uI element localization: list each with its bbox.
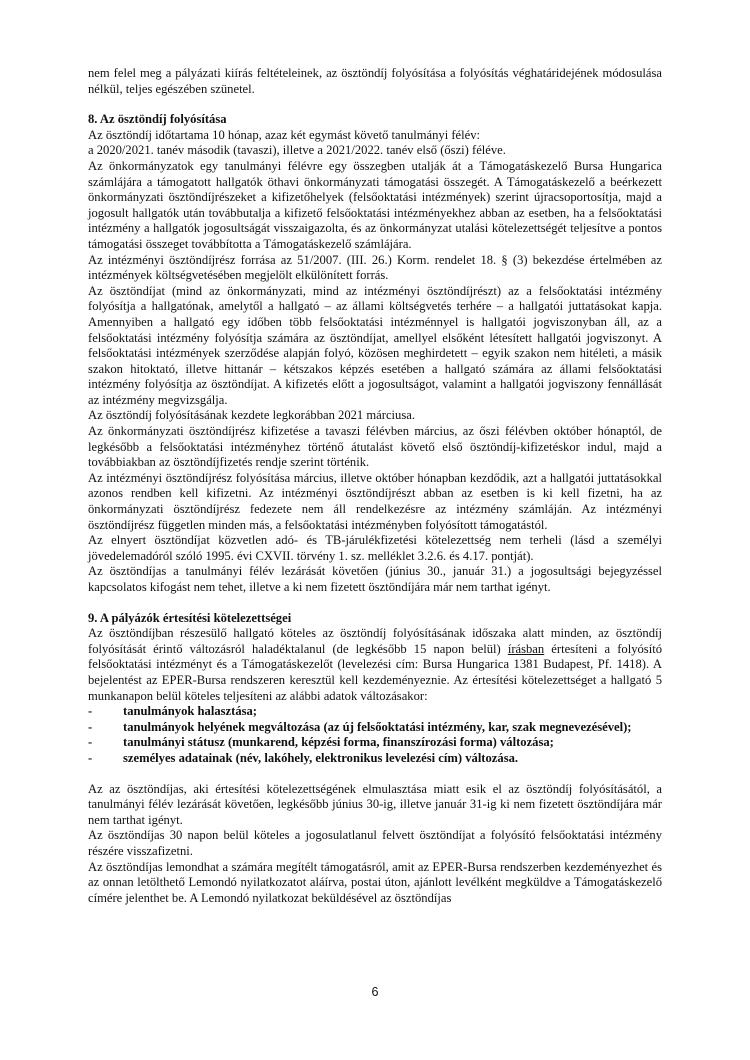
- section-9-paragraph-1-start: Az ösztöndíjban részesülő hallgató köteles az ösztöndíj folyósításának időszaka alatt minden, az ösztöndíj folyósítását érintő változásról haladéktalanul (de legkésőbb 15 napon belül): [88, 626, 662, 656]
- document-page: [88, 66, 662, 906]
- section-9-paragraph-2: Az az ösztöndíjas, aki értesítési kötelezettségének elmulasztása miatt esik el az ösztöndíj folyósításától, a tanulmányi félév lezárását követően, legkésőbb június 30-ig, illetve január 31-ig ki nem fizetett ösztöndíjára már nem tarthat igényt.: [88, 781, 662, 827]
- dash-marker: -: [88, 750, 93, 765]
- list-item-text: tanulmányi státusz (munkarend, képzési forma, finanszírozási forma) változása;: [123, 735, 554, 750]
- section-8-paragraph-1: Az ösztöndíj időtartama 10 hónap, azaz két egymást követő tanulmányi félév:: [88, 127, 481, 142]
- section-8-paragraph-4: Az intézményi ösztöndíjrész forrása az 51/2007. (III. 26.) Korm. rendelet 18. § (3) bekezdése értelmében az intézmények költségvetésében megjelölt elkülönített forrás.: [88, 252, 662, 283]
- dash-marker: -: [88, 735, 93, 750]
- section-8-paragraph-9: Az elnyert ösztöndíjat közvetlen adó- és TB-járulékfizetési kötelezettség nem terheli (lásd a személyi jövedelemadóról szóló 1995. évi CXVII. törvény 1. sz. melléklet 3.2.6. és 4.17. pontját).: [88, 533, 662, 563]
- change-list: [88, 704, 662, 766]
- section-9-paragraph-1-end: értesíteni a folyósító felsőoktatási intézményt és a Támogatáskezelőt (levelezési cím: Bursa Hungarica 1381 Budapest, Pf. 1418). A bejelentést az EPER-Bursa rendszeren keresztül kell kezdeményeznie. Az értesítési kötelezettséget a hallgató 5 munkanapon belül köteles teljesíteni az alábbi adatok változásakor:: [88, 641, 662, 703]
- spacer: [88, 596, 662, 611]
- section-9-paragraph-1: [88, 626, 662, 704]
- section-9-title: 9. A pályázók értesítési kötelezettségei: [88, 610, 292, 625]
- page-number: 6: [371, 985, 379, 999]
- section-9-paragraph-4: Az ösztöndíjas lemondhat a számára megítélt támogatásról, amit az EPER-Bursa rendszerben kezdeményezhet és az onnan letölthető Lemondó nyilatkozatot aláírva, postai úton, ajánlott levélként megküldve a Támogatáskezelő címére jelenthet be. A Lemondó nyilatkozat beküldésével az ösztöndíjas: [88, 859, 662, 905]
- list-item: [88, 735, 662, 751]
- dash-marker: -: [88, 704, 93, 719]
- list-item-text: személyes adatainak (név, lakóhely, elektronikus levelezési cím) változása.: [123, 750, 519, 765]
- section-8-title: 8. Az ösztöndíj folyósítása: [88, 112, 227, 127]
- spacer: [88, 767, 662, 782]
- section-8-paragraph-7: Az önkormányzati ösztöndíjrész kifizetése a tavaszi félévben március, az őszi félévben október hónaptól, de legkésőbb a felsőoktatási intézményhez történő átutalást követő első ösztöndíj-kifizetéskor indul, majd a továbbiakban az ösztöndíjfizetés rendje szerint történik.: [88, 424, 662, 470]
- section-8-paragraph-6: Az ösztöndíj folyósításának kezdete legkorábban 2021 márciusa.: [88, 408, 415, 423]
- spacer: [88, 97, 662, 112]
- list-item: [88, 751, 662, 767]
- section-8-paragraph-2: a 2020/2021. tanév második (tavaszi), illetve a 2021/2022. tanév első (őszi) féléve.: [88, 143, 506, 158]
- section-8-paragraph-5: Az ösztöndíjat (mind az önkormányzati, mind az intézményi ösztöndíjrészt) az a felsőoktatási intézmény folyósítja a hallgatónak, amelytől a hallgató – az állami költségvetés terhére – a hallgatói juttatásokat kapja. Amennyiben a hallgató egy időben több felsőoktatási intézménnyel is hallgatói jogviszonyban áll, az a felsőoktatási intézmény folyósítja számára az ösztöndíjat, amellyel elsőként létesített hallgatói jogviszonyt. A felsőoktatási intézmények szerződése alapján folyó, közösen meghirdetett – egyik szakon nem hitéleti, a másik szakon hitoktató, illetve hittanár – kétszakos képzés esetében a hallgató számára az állami felsőoktatási intézmény folyósítja az ösztöndíjat. A kifizetés előtt a jogosultságot, valamint a hallgatói jogviszony fennállását az intézmény megvizsgálja.: [88, 283, 662, 407]
- list-item-text: tanulmányok helyének megváltozása (az új felsőoktatási intézmény, kar, szak megnevezésével);: [123, 719, 632, 734]
- list-item-text: tanulmányok halasztása;: [123, 704, 258, 719]
- intro-paragraph: nem felel meg a pályázati kiírás feltételeinek, az ösztöndíj folyósítása a folyósítás véghatáridejének módosulása nélkül, teljes egészében szünetel.: [88, 66, 662, 96]
- list-item: [88, 720, 662, 736]
- section-9-paragraph-3: Az ösztöndíjas 30 napon belül köteles a jogosulatlanul felvett ösztöndíjat a folyósító felsőoktatási intézmény részére visszafizetni.: [88, 828, 662, 858]
- underlined-in-writing: írásban: [507, 641, 545, 656]
- section-8-paragraph-10: Az ösztöndíjas a tanulmányi félév lezárását követően (június 30., január 31.) a jogosultsági bejegyzéssel kapcsolatos kifogást nem tehet, illetve a ki nem fizetett ösztöndíjára már nem tarthat igényt.: [88, 564, 662, 594]
- list-item: [88, 704, 662, 720]
- dash-marker: -: [88, 719, 93, 734]
- section-8-paragraph-3: Az önkormányzatok egy tanulmányi félévre egy összegben utalják át a Támogatáskezelő Bursa Hungarica számlájára a támogatott hallgatók öthavi önkormányzati támogatási összegét. A Támogatáskezelő a beérkezett önkormányzati ösztöndíjrészeket a kifizetőhelyek (felsőoktatási intézmények) szerint újracsoportosítja, majd a jogosult hallgatók után továbbutalja a kifizető felsőoktatási intézményekhez abban az esetben, ha a felsőoktatási intézmény a hallgatók jogosultságát visszaigazolta, és az önkormányzat utalási kötelezettségét teljesítve a pontos támogatási összeget továbbította a Támogatáskezelő számlájára.: [88, 158, 662, 251]
- section-8-paragraph-8: Az intézményi ösztöndíjrész folyósítása március, illetve október hónapban kezdődik, azt a hallgatói juttatásokkal azonos rendben kell kifizetni. Az intézményi ösztöndíjrészt abban az esetben is ki kell fizetni, ha az önkormányzati ösztöndíjrész fedezete nem áll rendelkezésre az intézmény számláján. Az intézményi ösztöndíjrész független minden más, a felsőoktatási intézményben folyósított támogatástól.: [88, 470, 662, 532]
